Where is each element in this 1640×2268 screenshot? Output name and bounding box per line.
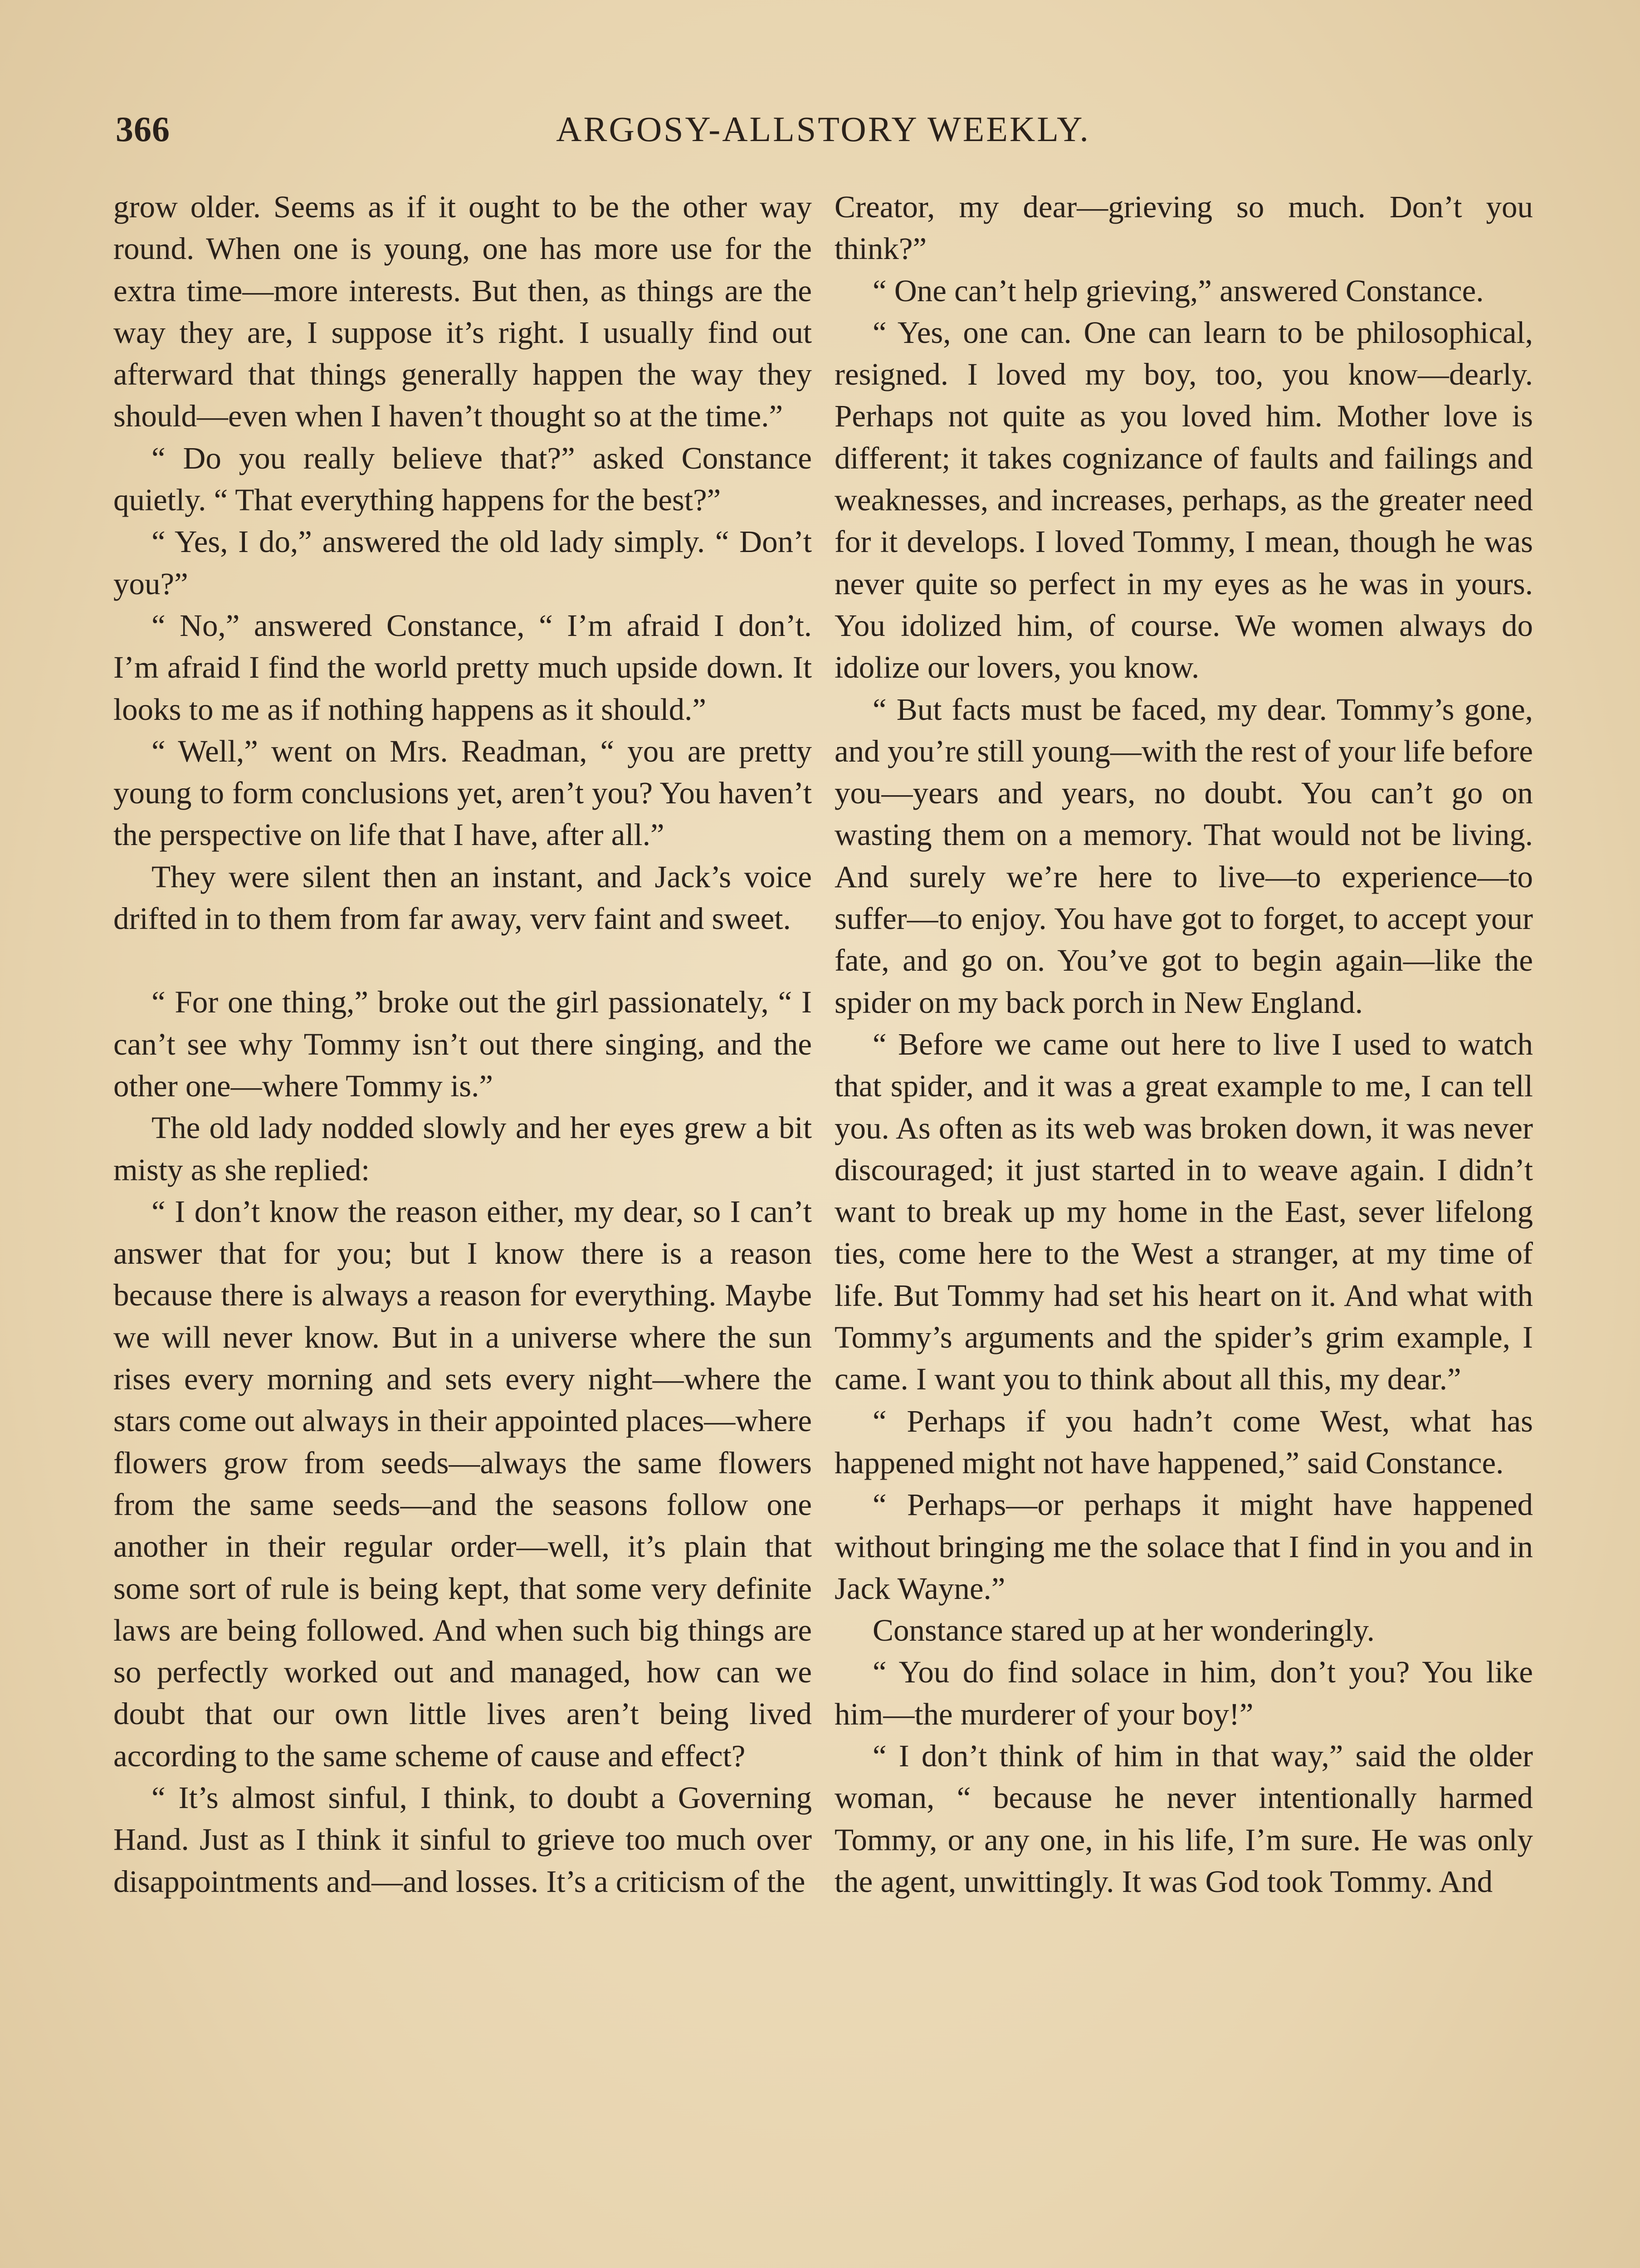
paragraph: They were silent then an instant, and Jack’s voice drifted in to them from far away, verv faint and sweet. — [113, 859, 812, 936]
paragraph: “ Yes, I do,” answered the old lady simply. “ Don’t you?” — [113, 524, 812, 601]
right-column — [835, 186, 1533, 1902]
paragraph: Constance stared up at her wonderingly. — [873, 1613, 1375, 1648]
running-title: ARGOSY-ALLSTORY WEEKLY. — [556, 109, 1090, 149]
paragraph: “ For one thing,” broke out the girl passionately, “ I can’t see why Tommy isn’t out there singing, and the other one—where Tommy is.” — [113, 985, 812, 1103]
paragraph: grow older. Seems as if it ought to be the other way round. When one is young, one has more use for the extra time—more interests. But then, as things are the way they are, I suppose it’s right. I usually find out afterward that things generally happen the way they should—even when I haven’t thought so at the time.” — [113, 190, 812, 434]
paragraph: “ It’s almost sinful, I think, to doubt a Governing Hand. Just as I think it sinful to grieve too much over disappointments and—and losses. It’s a criticism of the — [113, 1780, 812, 1899]
paragraph: “ Well,” went on Mrs. Readman, “ you are pretty young to form conclusions yet, aren’t you? You haven’t the perspective on life that I have, after all.” — [113, 733, 812, 852]
paragraph: “ Perhaps if you hadn’t come West, what has happened might not have happened,” said Constance. — [835, 1403, 1533, 1480]
paragraph: “ No,” answered Constance, “ I’m afraid I don’t. I’m afraid I find the world pretty much upside down. It looks to me as if nothing happens as it should.” — [113, 608, 812, 727]
paragraph: Creator, my dear—grieving so much. Don’t you think?” — [835, 190, 1533, 266]
left-column — [113, 186, 812, 1902]
paragraph: “ I don’t think of him in that way,” said the older woman, “ because he never intentionally harmed Tommy, or any one, in his life, I’m sure. He was only the agent, unwittingly. It was God took Tommy. And — [835, 1738, 1533, 1899]
paragraph: “ Perhaps—or perhaps it might have happened without bringing me the solace that I find in you and in Jack Wayne.” — [835, 1487, 1533, 1606]
paragraph: “ You do find solace in him, don’t you? You like him—the murderer of your boy!” — [835, 1655, 1533, 1731]
paragraph: “ But facts must be faced, my dear. Tommy’s gone, and you’re still young—with the rest of your life before you—years and years, no doubt. You can’t go on wasting them on a memory. That would not be living. And surely we’re here to live—to experience—to suffer—to enjoy. You have got to forget, to accept your fate, and go on. You’ve got to begin again—like the spider on my back porch in New England. — [835, 692, 1533, 1020]
paragraph: “ Do you really believe that?” asked Constance quietly. “ That everything happens for the best?” — [113, 440, 812, 518]
paragraph: “ Before we came out here to live I used to watch that spider, and it was a great example to me, I can tell you. As often as its web was broken down, it was never discouraged; it just started in to weave again. I didn’t want to break up my home in the East, sever lifelong ties, come here to the West a stranger, at my time of life. But Tommy had set his heart on it. And what with Tommy’s arguments and the spider’s grim example, I came. I want you to think about all this, my dear.” — [835, 1026, 1533, 1397]
paragraph: “ Yes, one can. One can learn to be philosophical, resigned. I loved my boy, too, you know—dearly. Perhaps not quite as you loved him. Mother love is different; it takes cognizance of faults and failings and weaknesses, and increases, perhaps, as the greater need for it develops. I loved Tommy, I mean, though he was never quite so perfect in my eyes as he was in yours. You idolized him, of course. We women always do idolize our lovers, you know. — [835, 315, 1533, 685]
paragraph: “ I don’t know the reason either, my dear, so I can’t answer that for you; but I know there is a reason because there is always a reason for everything. Maybe we will never know. But in a universe where the sun rises every morning and sets every night—where the stars come out always in their appointed places—where flowers grow from seeds—always the same flowers from the same seeds—and the seasons follow one another in their regular order—well, it’s plain that some sort of rule is being kept, that some very definite laws are being followed. And when such big things are so perfectly worked out and managed, how can we doubt that our own little lives aren’t being lived according to the same scheme of cause and effect? — [113, 1194, 812, 1773]
paragraph: The old lady nodded slowly and her eyes grew a bit misty as she replied: — [113, 1110, 812, 1187]
paragraph: “ One can’t help grieving,” answered Constance. — [873, 273, 1484, 308]
page-header — [116, 109, 1531, 163]
page-number: 366 — [116, 109, 170, 149]
